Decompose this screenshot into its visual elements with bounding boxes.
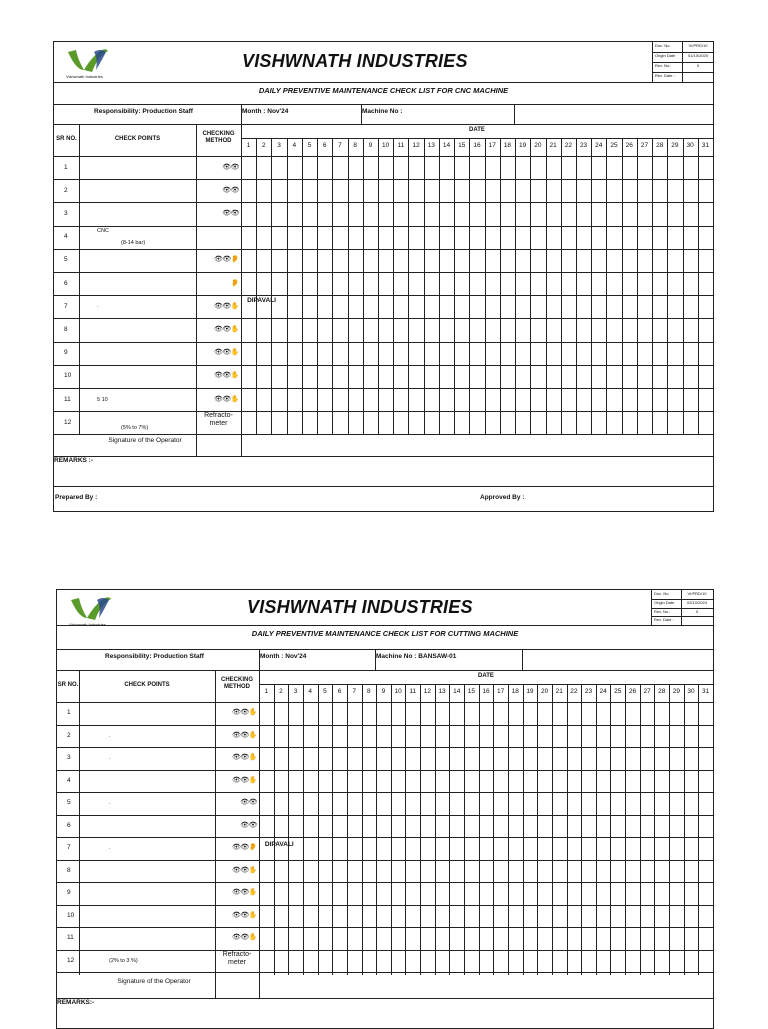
checklist-subtitle: DAILY PREVENTIVE MAINTENANCE CHECK LIST FOR CUTTING MACHINE (251, 629, 519, 638)
checking-method-icons: 👁👁✋ (214, 325, 239, 333)
day-column-header: 24 (599, 688, 607, 695)
table-row (54, 202, 241, 225)
sr-number: 9 (67, 889, 71, 897)
sr-number: 1 (67, 709, 71, 717)
checking-method-icons: 👁👁👂 (214, 256, 239, 264)
day-column-header: 29 (671, 142, 679, 149)
operator-signature-label: Signature of the Operator (108, 437, 182, 444)
sr-number: 10 (67, 911, 75, 919)
day-column-header: 28 (658, 688, 666, 695)
day-column-header: 9 (381, 688, 386, 695)
grid-line (652, 138, 653, 434)
grid-line (376, 684, 377, 975)
grid-line (622, 138, 623, 434)
table-row (54, 411, 241, 434)
checking-method-icons: 👁👁 (222, 186, 239, 194)
table-row (54, 318, 241, 341)
grid-line (317, 138, 318, 434)
date-header: DATE (469, 127, 485, 133)
grid-line (508, 684, 509, 975)
grid-line (576, 138, 577, 434)
day-column-header: 2 (279, 688, 283, 695)
check-points-header: CHECK POINTS (124, 682, 170, 688)
grid-line (302, 138, 303, 434)
checking-method-header-line2: METHOD (205, 138, 232, 144)
grid-line (567, 684, 568, 975)
grid-line (698, 684, 699, 975)
day-column-header: 10 (394, 688, 402, 695)
grid-line (54, 104, 713, 105)
day-column-header: 4 (308, 688, 313, 695)
grid-line (546, 138, 547, 434)
grid-line (640, 684, 641, 975)
grid-line (667, 138, 668, 434)
table-row (54, 365, 241, 388)
table-row (54, 179, 241, 202)
table-row (57, 950, 259, 973)
sr-number: 11 (64, 395, 71, 403)
checking-method-icons: 👁👁 (240, 799, 257, 807)
table-row (57, 905, 259, 928)
sr-number: 8 (67, 866, 71, 874)
day-column-header: 25 (614, 688, 622, 695)
checklist-subtitle: DAILY PREVENTIVE MAINTENANCE CHECK LIST FOR CNC MACHINE (258, 86, 509, 95)
day-column-header: 10 (382, 142, 390, 149)
check-point-text: CNC (97, 227, 109, 234)
day-column-header: 11 (397, 142, 405, 149)
doc-info-label: Rev. No.: (654, 608, 671, 614)
grid-line (54, 456, 713, 457)
checking-method-icons: 👁👁👂 (232, 844, 257, 852)
checking-method-icons: 👁👁✋ (232, 776, 257, 784)
grid-line (435, 684, 436, 975)
grid-line (303, 684, 304, 975)
checking-method-icons: 👂 (230, 279, 239, 287)
doc-info-label: Doc. No. (655, 43, 671, 48)
grid-line (610, 684, 611, 975)
grid-line (288, 684, 289, 975)
logo-tagline: Vishwnath Industries (69, 622, 106, 627)
check-point-text: 5 10 (97, 396, 108, 403)
day-column-header: 16 (473, 142, 481, 149)
day-column-header: 22 (570, 688, 578, 695)
grid-line (637, 138, 638, 434)
day-column-header: 27 (643, 688, 651, 695)
table-row (57, 927, 259, 950)
sr-number: 7 (64, 302, 68, 310)
grid-line (439, 138, 440, 434)
checking-method-icons: 👁👁✋ (232, 754, 257, 762)
grid-line (625, 684, 626, 975)
checking-method-icons: 👁👁✋ (232, 934, 257, 942)
sr-no-header: SR NO. (56, 136, 77, 142)
day-column-header: 31 (701, 142, 709, 149)
grid-line (363, 138, 364, 434)
sr-number: 5 (67, 799, 71, 807)
grid-line (683, 138, 684, 434)
checking-method-icons: 👁👁✋ (214, 395, 239, 403)
table-row (57, 747, 259, 770)
check-point-text: · (97, 303, 99, 310)
table-row (57, 792, 259, 815)
sr-number: 6 (67, 821, 71, 829)
checking-method-icons: 👁👁 (222, 209, 239, 217)
check-point-text: . (109, 800, 111, 807)
responsibility-label: Responsibility: Production Staff (105, 653, 204, 660)
grid-line (669, 684, 670, 975)
day-column-header: 12 (412, 142, 420, 149)
approved-by-label: Approved By : (480, 494, 525, 501)
sr-number: 2 (64, 186, 68, 194)
sr-number: 2 (67, 731, 71, 739)
doc-info-value: VI/PRD/10 (687, 591, 707, 596)
grid-line (287, 138, 288, 434)
day-column-header: 23 (579, 142, 588, 149)
sr-number: 11 (67, 934, 74, 942)
grid-line (332, 138, 333, 434)
day-column-header: 25 (610, 142, 618, 149)
check-points-header: CHECK POINTS (114, 136, 161, 142)
checking-method-icons: 👁👁 (222, 163, 239, 171)
day-column-header: 17 (497, 688, 505, 695)
day-column-header: 29 (672, 688, 680, 695)
table-row (57, 815, 259, 838)
checking-method-icons: 👁👁✋ (232, 889, 257, 897)
grid-line (241, 124, 242, 456)
table-row (54, 156, 241, 179)
grid-line (57, 998, 713, 999)
day-column-header: 5 (307, 142, 312, 149)
grid-line (596, 684, 597, 975)
day-column-header: 3 (293, 688, 298, 695)
month-label: Month : Nov'24 (260, 653, 307, 660)
grid-line (274, 684, 275, 975)
grid-line (464, 684, 465, 975)
table-row (54, 295, 241, 318)
table-row (54, 249, 241, 272)
day-column-header: 8 (367, 688, 371, 695)
sr-number: 6 (64, 279, 68, 287)
day-column-header: 16 (482, 688, 490, 695)
grid-line (537, 684, 538, 975)
doc-info-value: 02/10/2024 (686, 599, 708, 605)
day-column-header: 15 (458, 142, 466, 149)
grid-line (348, 138, 349, 434)
prepared-by-label: Prepared By : (55, 494, 98, 501)
date-header: DATE (478, 673, 494, 679)
day-column-header: 24 (595, 142, 603, 149)
checking-method-header-line1: CHECKING (220, 677, 253, 683)
sr-number: 8 (64, 325, 68, 333)
checking-method-icons: 👁👁✋ (214, 302, 239, 310)
day-column-header: 13 (438, 688, 446, 695)
machine-number-label: Machine No : BANSAW-01 (376, 653, 457, 660)
check-point-text: (2% to 3 %) (109, 957, 138, 964)
day-column-header: 18 (511, 688, 519, 695)
grid-line (454, 138, 455, 434)
month-label: Month : Nov'24 (242, 108, 289, 115)
day-column-header: 28 (656, 142, 664, 149)
grid-line (405, 684, 406, 975)
grid-line (684, 684, 685, 975)
grid-line (698, 138, 699, 434)
grid-line (469, 138, 470, 434)
day-column-header: 1 (246, 142, 251, 149)
day-column-header: 3 (277, 142, 281, 149)
day-column-header: 30 (686, 142, 694, 149)
grid-line (449, 684, 450, 975)
sr-number: 12 (67, 956, 75, 964)
check-point-text: . (109, 732, 111, 739)
sr-number: 1 (64, 163, 68, 171)
checking-method-header-line1: CHECKING (202, 131, 235, 137)
grid-line (530, 138, 531, 434)
day-column-header: 21 (549, 142, 557, 149)
sr-number: 9 (64, 349, 68, 357)
company-logo (62, 46, 114, 82)
doc-info-label: Doc. No. (654, 591, 670, 596)
grid-line (54, 82, 713, 83)
grid-line (479, 684, 480, 975)
sr-number: 4 (64, 233, 68, 241)
day-column-header: 5 (323, 688, 327, 695)
table-row (54, 388, 241, 411)
table-row (54, 342, 241, 365)
remarks-label: REMARKS :- (54, 457, 93, 464)
grid-line (271, 138, 272, 434)
company-name: VISHWNATH INDUSTRIES (247, 597, 473, 617)
day-column-header: 9 (368, 142, 373, 149)
grid-line (259, 684, 713, 685)
checking-method-icons: 👁👁✋ (232, 866, 257, 874)
day-column-header: 23 (584, 688, 593, 695)
day-column-header: 17 (488, 142, 496, 149)
day-column-header: 18 (503, 142, 512, 149)
checking-method-refractometer: Refracto- meter (204, 412, 233, 428)
day-column-header: 20 (534, 142, 542, 149)
day-column-header: 20 (540, 688, 549, 695)
day-column-header: 7 (338, 142, 342, 149)
sr-number: 10 (64, 372, 72, 380)
table-row (57, 837, 259, 860)
checking-method-icons: 👁👁 (240, 821, 257, 829)
grid-line (57, 972, 713, 973)
day-column-header: 21 (555, 688, 563, 695)
grid-line (318, 684, 319, 975)
grid-line (493, 684, 494, 975)
grid-line (606, 138, 607, 434)
grid-line (256, 138, 257, 434)
grid-line (424, 138, 425, 434)
day-column-header: 14 (453, 688, 461, 695)
grid-line (561, 138, 562, 434)
sr-number: 4 (67, 776, 71, 784)
table-row (54, 226, 241, 249)
table-row (57, 725, 259, 748)
day-column-header: 12 (423, 688, 432, 695)
check-point-subtext: (5% to 7%) (121, 425, 149, 432)
grid-line (54, 124, 713, 125)
grid-line (57, 625, 713, 626)
operator-signature-label: Signature of the Operator (117, 978, 191, 985)
day-column-header: 27 (640, 142, 649, 149)
grid-line (485, 138, 486, 434)
doc-info-value: 01/10/2020 (687, 53, 709, 58)
checking-method-icons: 👁👁✋ (232, 911, 257, 919)
doc-info-label: Origin Date (654, 599, 675, 605)
logo-tagline: Vishwnath Industries (66, 74, 103, 79)
day-column-header: 8 (353, 142, 357, 149)
grid-line (393, 138, 394, 434)
grid-line (420, 684, 421, 975)
sr-no-header: SR NO. (57, 682, 79, 688)
day-column-header: 6 (322, 142, 327, 149)
sr-number: 7 (67, 844, 71, 852)
grid-line (654, 684, 655, 975)
grid-line (54, 434, 713, 435)
doc-info-value: 0 (696, 63, 700, 68)
grid-line (57, 670, 713, 671)
day-column-header: 2 (262, 142, 266, 149)
grid-line (332, 684, 333, 975)
day-column-header: 7 (352, 688, 356, 695)
day-column-header: 13 (427, 142, 435, 149)
sr-number: 3 (67, 754, 71, 762)
check-point-subtext: (8-14 bar) (121, 239, 146, 246)
remarks-label: REMARKS:- (57, 999, 95, 1006)
sr-number: 5 (64, 256, 68, 264)
grid-line (347, 684, 348, 975)
day-column-header: 1 (264, 688, 269, 695)
company-name: VISHWNATH INDUSTRIES (242, 51, 468, 71)
grid-line (408, 138, 409, 434)
machine-number-label: Machine No : (362, 108, 403, 115)
day-column-header: 19 (519, 142, 527, 149)
checking-method-icons: 👁👁✋ (214, 349, 239, 357)
day-column-header: 26 (625, 142, 633, 149)
responsibility-label: Responsibility: Production Staff (94, 108, 193, 115)
holiday-label: DIPAVALI (264, 841, 294, 848)
sr-number: 3 (64, 209, 68, 217)
grid-line (362, 684, 363, 975)
day-column-header: 15 (467, 688, 475, 695)
doc-info-label: Rev. Date : (655, 73, 675, 78)
checking-method-header-line2: METHOD (224, 684, 250, 690)
grid-line (54, 486, 713, 487)
checking-method-refractometer: Refracto- meter (222, 950, 252, 966)
checking-method-icons: 👁👁✋ (232, 731, 257, 739)
day-column-header: 30 (687, 688, 695, 695)
checking-method-icons: 👁👁✋ (214, 372, 239, 380)
check-point-text: . (109, 755, 111, 762)
doc-info-label: Rev. No.: (655, 63, 672, 68)
table-row (54, 272, 241, 295)
table-row (57, 702, 259, 725)
checking-method-icons: 👁👁✋ (232, 709, 257, 717)
grid-line (552, 684, 553, 975)
day-column-header: 4 (292, 142, 297, 149)
day-column-header: 26 (628, 688, 637, 695)
table-row (57, 882, 259, 905)
grid-line (591, 138, 592, 434)
table-row (57, 770, 259, 793)
day-column-header: 11 (409, 688, 417, 695)
checklist-sheet-cutting (56, 589, 714, 1029)
table-row (57, 860, 259, 883)
holiday-label: DIPAVALI (247, 297, 276, 305)
grid-line (515, 138, 516, 434)
check-point-text: . (109, 845, 111, 852)
doc-info-label: Rev. Date : (654, 617, 674, 623)
grid-line (581, 684, 582, 975)
grid-line (523, 684, 524, 975)
day-column-header: 6 (337, 688, 342, 695)
doc-info-value: 0 (695, 608, 699, 614)
doc-info-value: VI/PRD/10 (688, 43, 708, 48)
day-column-header: 22 (564, 142, 572, 149)
grid-line (57, 649, 713, 650)
grid-line (378, 138, 379, 434)
checklist-sheet-cnc (53, 41, 714, 512)
grid-line (500, 138, 501, 434)
sr-number: 12 (64, 418, 72, 426)
logo-mark-icon (62, 46, 114, 74)
day-column-header: 31 (702, 688, 710, 695)
grid-line (514, 104, 515, 124)
grid-line (522, 649, 523, 670)
day-column-header: 19 (526, 688, 534, 695)
logo-mark-icon (65, 594, 117, 622)
grid-line (391, 684, 392, 975)
day-column-header: 14 (442, 142, 451, 149)
doc-info-label: Origin Date (655, 53, 676, 58)
grid-line (241, 138, 713, 139)
